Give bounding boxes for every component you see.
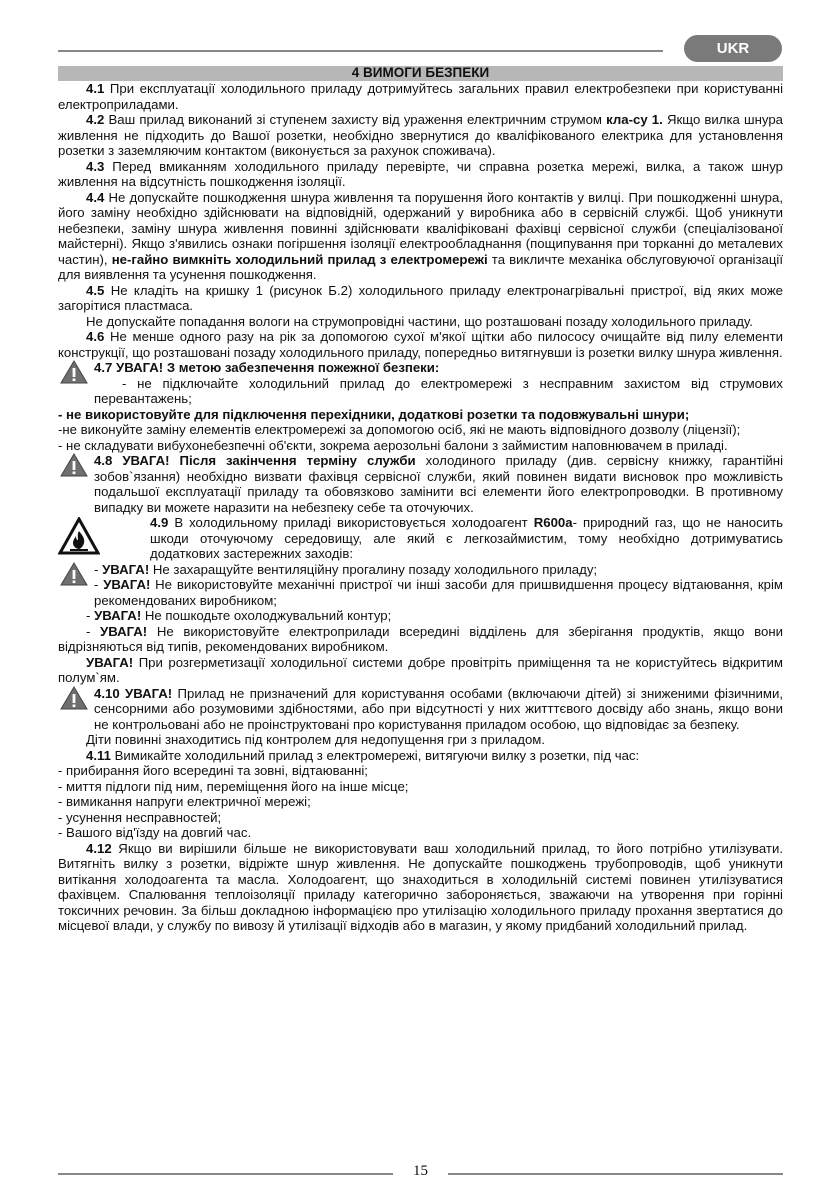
paragraph-4-5-moisture: Не допускайте попадання вологи на струмопровідні частини, що розташовані позаду холодильного приладу. <box>86 313 753 329</box>
warning-4-10: 4.10 УВАГА! Прилад не призначений для користування особами (включаючи дітей) зі зниженими фізичними, сенсорними або розумовими здібностями, або при відсутності у них житттєвого досвіду або знань, якщо вони не контрольовані або не проінструктовані про користування приладом особою, що відповідає за безпеку. <box>58 686 783 733</box>
warning-triangle-icon <box>60 360 88 384</box>
header-rule <box>58 50 663 52</box>
document-body: 4.1 При експлуатації холодильного приладу дотримуйтесь загальних правил електробезпеки при користуванні електроприладами. 4.2 Ваш прилад виконаний зі ступенем захисту від ураження електричним струмом кла-су 1. Якщо вилка шнура живлення не підходить до Вашої розетки, необхідно звернутися до кваліфікованого електрика для установлення розетки з заземляючим контактом (виконується за рахунок споживача). 4.3 Перед вмиканням холодильного приладу перевірте, чи справна розетка мережі, вилка, а також шнур живлення на відсутність пошкодження ізоляції. 4.4 Не допускайте пошкодження шнура живлення та порушення його контактів у вилці. При пошкодженні шнура, його заміну необхідно здійснювати на відповідній, одержаний у виробника або в сервісній службі. Щоб уникнути небезпеки, заміну шнура живлення повинні здійснювати кваліфіковані фахівці сервісної служби (спеціалізованої майстерні). Якщо з'явились ознаки погіршення ізоляції електрообладнання (пощипування при торканні до металевих частин), не-гайно вимкніть холодильний прилад з електромережі та викличте механіка обслуговуючої організації для виявлення та усунення пошкодження. 4.5 Не кладіть на кришку 1 (рисунок Б.2) холодильного приладу електронагрівальні пристрої, від яких може загорітися пластмаса. Не допускайте попадання вологи на струмопровідні частини, що розташовані позаду холодильного приладу. 4.6 Не менше одного разу на рік за допомогою сухої м'якої щітки або пилососу очищайте від пилу елементи конструкції, що розташовані позаду холодильного приладу, попередньо витягнувши із розетки вилку шнура живлення. 4.7 УВАГА! З метою забезпечення пожежної безпеки: - не підключайте холодильний прилад до електромережі з несправним захистом від струмових перевантажень; - не використовуйте для підключення перехідники, додаткові розетки та подовжувальні шнури; -не виконуйте заміну елементів електромережі за допомогою осіб, які не мають відповідного дозволу (ліцензії); - не складувати вибухонебезпечні об'єкти, зокрема аерозольні балони з займистим наповнювачем в приладі. 4.8 УВАГА! Після закінчення терміну служби холодиного приладу (див. сервісну книжку, гарантійні зобов`язання) необхідно визвати фахівця сервісної служби, який повинен видати висновок про можливість подальшої експлуатації приладу та обовязково замінити всі елементи його електропроводки. В противному випадку ви можете наразити на небезпеку себе та оточуючих. 4.9 В холодильному приладі використовується холодоагент R600a- природний газ, що не наносить шкоди оточуючому середовищу, але який є легкозаймистим, тому необхідно дотримуватись додаткових застережних заходів: - УВАГА! Не захаращуйте вентиляційну прогалину позаду холодильного приладу; - УВАГА! Не використовуйте механічні пристрої чи інші засоби для пришвидшення процесу відтаювання, крім рекомендованих виробником; - УВАГА! Не пошкодьте охолоджувальний контур; - УВАГА! Не використовуйте електроприлади всередині відділень для зберігання продуктів, якщо вони відрізняються від типів, рекомендованих виробником. УВАГА! При розгерметизації холодильної системи добре провітріть приміщення та не користуйтесь відкритим полум`ям. 4.10 УВАГА! Прилад не призначений для користування особами (включаючи дітей) зі зниженими фізичними, сенсорними або розумовими здібностями, або при відсутності у них житттєвого досвіду або знань, якщо вони не контрольовані або не проінструктовані про користування приладом особою, що відповідає за безпеку. Діти повинні знаходитись під контролем для недопущення гри з приладом. 4.11 Вимикайте холодильний прилад з електромережі, витягуючи вилку з розетки, під час: - прибирання його всередині та зовні, відтаюванні; - миття підлоги під ним, переміщення його на інше місце; - вимикання напруги електричної мережі; - усунення несправностей; - Вашого від'їзду на довгий час. 4.12 Якщо ви вирішили більше не використовувати ваш холодильний прилад, то його потрібно утилізувати. Витягніть вилку з розетки, відріжте шнур живлення. Не допускайте пошкоджень трубопроводів, щоб уникнути витікання холодоагента та масла. Холодоагент, що знаходиться в холодильній системі повинен утилізуватися фахівцем. Спалювання теплоізоляції приладу категорично забороняється, зважаючи на утворення при горінні токсичних речовин. За більш докладною інформацією про утилізацію холодильного приладу прохання звертатися до місцевої влади, у службу по вивозу й утилізації відходів або в магазин, у якому придбаний холодильний прилад. <box>58 81 784 933</box>
warning-triangle-icon <box>60 562 88 586</box>
page-footer <box>58 1163 783 1187</box>
page-number: 15 <box>413 1163 428 1179</box>
list-item: - вимикання напруги електричної мережі; <box>58 794 311 809</box>
list-item: - усунення несправностей; <box>58 809 222 825</box>
warning-triangle-icon <box>60 686 88 710</box>
warning-4-9: 4.9 В холодильному приладі використовується холодоагент R600a- природний газ, що не наносить шкоди оточуючому середовищу, але який є легкозаймистим, тому необхідно дотримуватись додаткових застережних заходів: <box>58 515 783 562</box>
paragraph-4-5: 4.5 Не кладіть на кришку 1 (рисунок Б.2) холодильного приладу електронагрівальні пристрої, від яких може загорітися пластмаса. <box>58 282 783 313</box>
warning-4-9-list: - УВАГА! Не захаращуйте вентиляційну прогалину позаду холодильного приладу; <box>58 562 783 578</box>
warning-4-8: 4.8 УВАГА! Після закінчення терміну служби холодиного приладу (див. сервісну книжку, гарантійні зобов`язання) необхідно визвати фахівця сервісної служби, який повинен видати висновок про можливість подальшої експлуатації приладу та обовязково замінити всі елементи його електропроводки. В противному випадку ви можете наразити на небезпеку себе та оточуючих. <box>58 453 783 515</box>
list-item: - Вашого від'їзду на довгий час. <box>58 825 252 840</box>
paragraph-4-1: 4.1 При експлуатації холодильного приладу дотримуйтесь загальних правил електробезпеки при користуванні електроприладами. <box>58 81 783 112</box>
paragraph-4-4: 4.4 Не допускайте пошкодження шнура живлення та порушення його контактів у вилці. При пошкодженні шнура, його заміну необхідно здійснювати на відповідній, одержаний у виробника або в сервісній службі. Щоб уникнути небезпеки, заміну шнура живлення повинні здійснювати кваліфіковані фахівці сервісної служби (спеціалізованої майстерні). Якщо з'явились ознаки погіршення ізоляції електрообладнання (пощипування при торканні до металевих частин), не-гайно вимкніть холодильний прилад з електромережі та викличте механіка обслуговуючої організації для виявлення та усунення пошкодження. <box>58 189 784 282</box>
language-badge: UKR <box>684 35 782 62</box>
warning-4-7: 4.7 УВАГА! З метою забезпечення пожежної безпеки: - не підключайте холодильний прилад до електромережі з несправним захистом від струмових перевантажень; <box>58 360 783 407</box>
flammable-warning-icon <box>58 517 100 555</box>
paragraph-4-11: 4.11 Вимикайте холодильний прилад з електромережі, витягуючи вилку з розетки, під час: <box>86 747 640 763</box>
paragraph-4-2: 4.2 Ваш прилад виконаний зі ступенем захисту від ураження електричним струмом кла-су 1. Якщо вилка шнура живлення не підходить до Вашої розетки, необхідно звернутися до кваліфікованого електрика для установлення розетки з заземляючим контактом (виконується за рахунок споживача). <box>58 112 783 158</box>
paragraph-4-9-depressurization: УВАГА! При розгерметизації холодильної системи добре провітріть приміщення та не користуйтесь відкритим полум`ям. <box>58 654 783 685</box>
section-title: 4 ВИМОГИ БЕЗПЕКИ <box>351 65 490 80</box>
list-item: - миття підлоги під ним, переміщення його на інше місце; <box>58 778 409 794</box>
paragraph-4-6: 4.6 Не менше одного разу на рік за допомогою сухої м'якої щітки або пилососу очищайте від пилу елементи конструкції, що розташовані позаду холодильного приладу, попередньо витягнувши із розетки вилку шнура живлення. <box>58 329 783 360</box>
warning-4-7-heading: 4.7 УВАГА! З метою забезпечення пожежної безпеки: <box>94 360 440 375</box>
paragraph-4-3: 4.3 Перед вмиканням холодильного приладу перевірте, чи справна розетка мережі, вилка, а також шнур живлення на відсутність пошкодження ізоляції. <box>58 158 783 189</box>
list-item: - прибирання його всередині та зовні, відтаюванні; <box>58 763 368 778</box>
paragraph-4-12: 4.12 Якщо ви вирішили більше не використовувати ваш холодильний прилад, то його потрібно утилізувати. Витягніть вилку з розетки, відріжте шнур живлення. Не допускайте пошкоджень трубопроводів, щоб уникнути витікання холодоагента та масла. Холодоагент, що знаходиться в холодильній системі повинен утилізуватися фахівцем. Спалювання теплоізоляції приладу категорично забороняється, зважаючи на утворення при горінні токсичних речовин. За більш докладною інформацією про утилізацію холодильного приладу прохання звертатися до місцевої влади, у службу по вивозу й утилізації відходів або в магазин, у якому придбаний холодильний прилад. <box>58 840 783 933</box>
warning-triangle-icon <box>60 453 88 477</box>
